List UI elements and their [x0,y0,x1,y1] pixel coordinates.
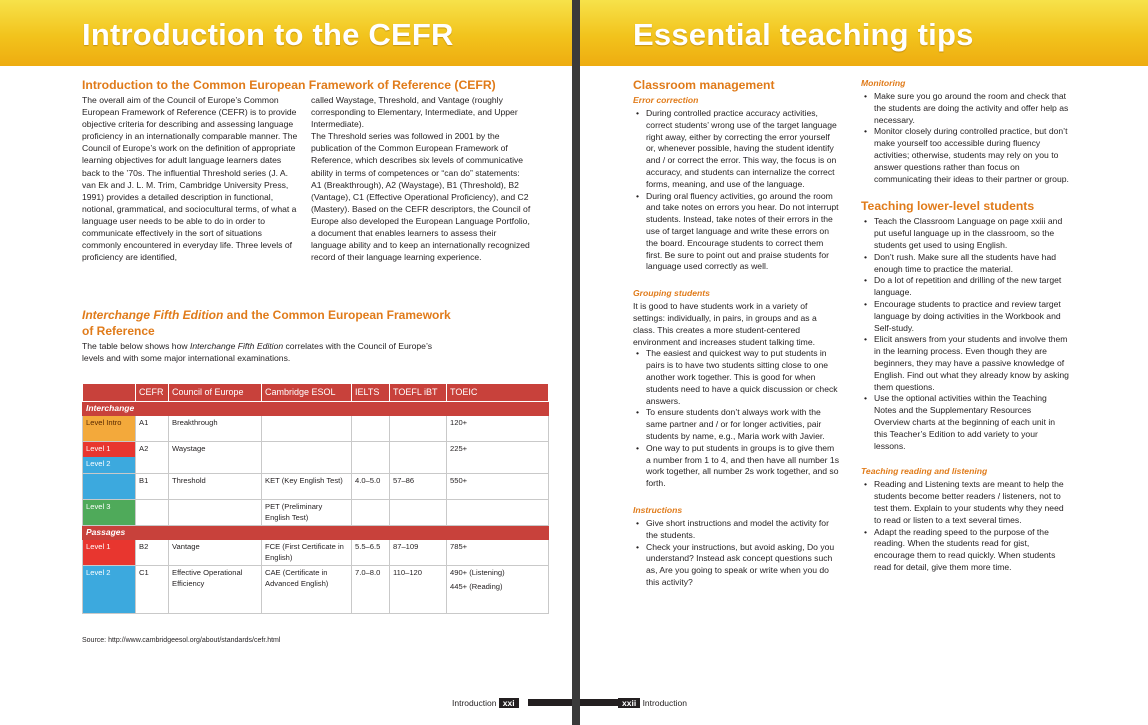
grouping-list [633,348,841,490]
table-row [83,540,549,566]
left-banner [0,0,572,66]
section1-col1 [82,94,300,263]
section-interchange-label: Interchange [83,402,549,416]
reading-listening-list [861,479,1069,573]
level-2-cell: Level 2 [83,457,135,473]
section2-intro-b: correlates with the Council of Europe’s levels and with some major international examinations. [82,341,433,364]
section2-intro-italic: Interchange Fifth Edition [189,341,284,351]
instructions-list [633,518,841,589]
section1-col2-p2: The Threshold series was followed in 2001 by the publication of the Common European Framework of Reference, which describes six levels of communicative ability in terms of competences or “can do” statements: A1 (Breakthrough), A2 (Waystage), B1 (Threshold), B2 (Vantage), C1 (Effective Operational Proficiency), and C2 (Mastery). Based on the CEFR descriptors, the Council of Europe also developed the European Language Portfolio, a document that enables learners to assess their language ability and to keep an internationally recognized record of their language learning experience. [311,131,531,263]
table-cell [169,500,262,526]
list-item: • Give short instructions and model the activity for the students. [646,518,841,542]
table-cell [447,566,549,614]
table-cell: A2 [136,442,169,474]
table-header: CEFR [136,384,169,402]
table-cell: Vantage [169,540,262,566]
table-cell: 225+ [447,442,549,474]
table-cell [390,416,447,442]
grouping-intro: It is good to have students work in a variety of settings: individually, in pairs, in groups and as a class. This creates a more student-centered environment and increases student talking time. [633,301,817,347]
table-row [83,416,549,442]
table-cell [262,442,352,474]
table-header: TOEFL iBT [390,384,447,402]
table-row [83,442,549,474]
left-banner-title: Introduction to the CEFR [82,17,454,52]
level-1-cell: Level 1 [83,442,135,457]
section1-col1-text: The overall aim of the Council of Europe’s Common European Framework of Reference (CEFR) is to provide objective criteria for describing and assessing language proficiency in an internationally comparable manner. The Council of Europe’s work on the definition of appropriate learning objectives for adult language learners dates back to the ’70s. The influential Threshold series (J. A. van Ek and J. L. M. Trim, Cambridge University Press, 1991) provides a detailed description in functional, notional, grammatical, and sociocultural terms, of what a language user needs to be able to do in order to communicate effectively in the sort of situations commonly encountered in everyday life. Three levels of proficiency are identified, [82,95,298,263]
table-cell: 120+ [447,416,549,442]
table-cell [262,416,352,442]
table-cell: 4.0–5.0 [352,474,390,500]
right-footer-bar [580,699,618,706]
table-cell: 110–120 [390,566,447,614]
table-cell [136,500,169,526]
table-header-row [83,384,549,402]
section1-col2 [311,94,531,263]
table-header: Council of Europe [169,384,262,402]
list-item: • Teach the Classroom Language on page xxiii and put useful language up in the classroom, so the students get used to using English. [874,216,1069,251]
table-header-blank [83,384,136,402]
monitoring-heading: Monitoring [861,78,906,88]
list-item: • During controlled practice accuracy activities, correct students’ wrong use of the target language right away, either by correcting the error yourself or, whenever possible, having the student identify and / or correct the error. This way, the focus is on accuracy, and students can internalize the correct forms, meaning, and use of the language. [646,108,841,191]
right-page [580,0,1148,725]
table-cell: B1 [136,474,169,500]
table-cell [390,500,447,526]
section1-heading: Introduction to the Common European Framework of Reference (CEFR) [82,78,496,92]
cefr-correlation-table [82,383,549,614]
table-cell: Waystage [169,442,262,474]
section2-intro [82,340,452,364]
table-row [83,474,549,500]
table-cell: CAE (Certificate in Advanced English) [262,566,352,614]
table-cell: C1 [136,566,169,614]
list-item: • Reading and Listening texts are meant to help the students become better readers / listeners, not to test them. Explain to your students why they need to read or listen to a text several times. [874,479,1069,526]
table-source: Source: http://www.cambridgeesol.org/about/standards/cefr.html [82,637,281,644]
table-header: IELTS [352,384,390,402]
list-item: • Do a lot of repetition and drilling of the new target language. [874,275,1069,299]
table-cell: FCE (First Certificate in English) [262,540,352,566]
level-cell-split [83,442,136,474]
right-footer [618,698,687,708]
table-cell: 57–86 [390,474,447,500]
list-item: • Don’t rush. Make sure all the students have had enough time to practice the material. [874,252,1069,276]
table-cell [352,500,390,526]
right-page-number: xxii [618,698,640,708]
section2-heading-rest: and the Common European Framework of Reference [82,308,451,338]
list-item: • Elicit answers from your students and involve them in the learning process. Even though they are beginners, they may have a passive knowledge of English. Find out what they already know by asking them questions. [874,334,1069,393]
level-2-continued-cell [83,474,136,500]
list-item: • Check your instructions, but avoid asking, Do you understand? Instead ask concept questions such as, Are you going to speak or write when you do this activity? [646,542,841,589]
table-section-row [83,402,549,416]
list-item: • One way to put students in groups is to give them a number from 1 to 4, and then have all number 1s work together, all number 2s work together, and so forth. [646,443,841,490]
left-footer-label: Introduction [452,698,497,708]
table-cell: 5.5–6.5 [352,540,390,566]
table-cell: 87–109 [390,540,447,566]
table-row [83,500,549,526]
table-section-row [83,526,549,540]
right-col1 [633,78,841,589]
list-item: • Encourage students to practice and review target language by doing activities in the Workbook and Self-study. [874,299,1069,334]
table-cell: A1 [136,416,169,442]
passages-level-1-cell: Level 1 [83,540,136,566]
section-passages-label: Passages [83,526,549,540]
error-correction-heading: Error correction [633,95,699,105]
error-correction-list [633,108,841,273]
table-cell [352,442,390,474]
list-item: • The easiest and quickest way to put students in pairs is to have two students sitting close to one another work together. This is good for when students need to have a quick discussion or check answers. [646,348,841,407]
table-cell: Effective Operational Efficiency [169,566,262,614]
right-footer-label: Introduction [642,698,687,708]
table-cell: Breakthrough [169,416,262,442]
list-item: • Adapt the reading speed to the purpose of the reading. When the students read for gist, encourage them to read quickly. When students read for detail, give them more time. [874,527,1069,574]
lower-level-list [861,216,1069,452]
lower-level-heading: Teaching lower-level students [861,199,1035,214]
right-col2 [861,78,1069,574]
table-cell [352,416,390,442]
section2-intro-a: The table below shows how [82,341,190,351]
list-item: • To ensure students don’t always work with the same partner and / or for longer activities, pair students by name, e.g., Maria work with Javier. [646,407,841,442]
table-cell: PET (Preliminary English Test) [262,500,352,526]
table-cell [390,442,447,474]
left-footer [452,698,519,708]
table-cell: KET (Key English Test) [262,474,352,500]
level-3-cell: Level 3 [83,500,136,526]
list-item: • Use the optional activities within the Teaching Notes and the Supplementary Resources Overview charts at the beginning of each unit in this Teacher’s Edition to add variety to your lessons. [874,393,1069,452]
table-header: TOEIC [447,384,549,402]
table-cell: B2 [136,540,169,566]
left-page [0,0,572,725]
list-item: • Monitor closely during controlled practice, but don’t make yourself too accessible during fluency activities; otherwise, students may rely on you to answer questions rather than focus on communicating their ideas to their partner or group. [874,126,1069,185]
right-banner [580,0,1148,66]
toeic-listening: 490+ (Listening) [450,568,505,577]
section2-heading-italic: Interchange Fifth Edition [82,308,224,322]
toeic-reading: 445+ (Reading) [450,582,503,591]
table-cell: 785+ [447,540,549,566]
left-footer-bar [528,699,572,706]
monitoring-list [861,91,1069,185]
right-banner-title: Essential teaching tips [633,17,974,52]
instructions-heading: Instructions [633,504,683,515]
table-header: Cambridge ESOL [262,384,352,402]
section1-col2-p1: called Waystage, Threshold, and Vantage (roughly corresponding to Elementary, Intermediate, and Upper Intermediate). [311,95,518,130]
table-cell: Threshold [169,474,262,500]
level-cell: Level Intro [83,416,136,442]
grouping-heading: Grouping students [633,288,710,299]
table-cell: 550+ [447,474,549,500]
list-item: • Make sure you go around the room and check that the students are doing the activity and offer help as necessary. [874,91,1069,126]
reading-listening-heading: Teaching reading and listening [861,466,988,477]
list-item: • During oral fluency activities, go around the room and take notes on errors you hear. Do not interrupt students. Instead, take notes of their errors in the use of target language and write these errors on the board. Encourage students to correct them first. Be sure to point out and praise students for language used correctly as well. [646,191,841,274]
left-page-number: xxi [499,698,519,708]
table-cell: 7.0–8.0 [352,566,390,614]
passages-level-2-cell: Level 2 [83,566,136,614]
section2-heading [82,307,462,339]
table-row [83,566,549,614]
table-cell [447,500,549,526]
classroom-heading: Classroom management [633,78,775,92]
